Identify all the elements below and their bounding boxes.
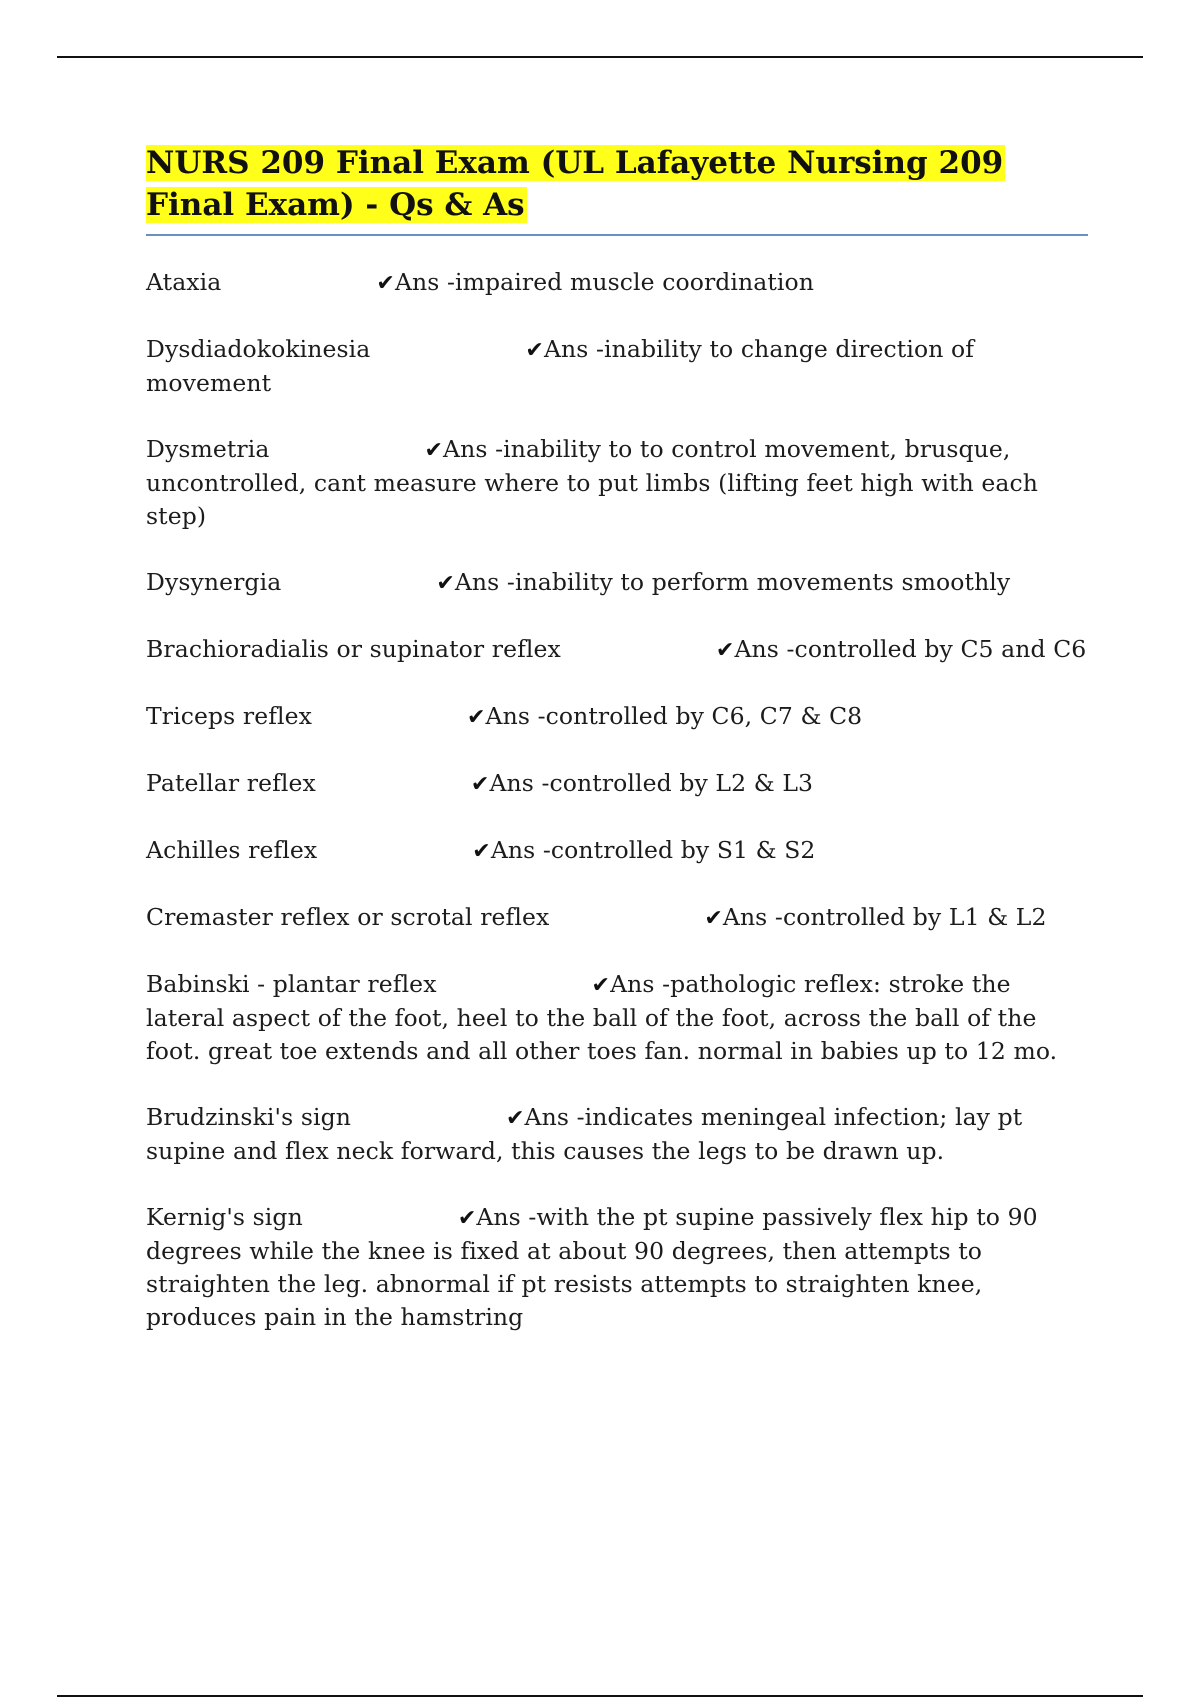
ans-label: Ans: [610, 970, 655, 998]
qa-term: Achilles reflex: [146, 836, 318, 864]
ans-label: Ans: [443, 435, 488, 463]
qa-term: Triceps reflex: [146, 702, 312, 730]
qa-term: Brachioradialis or supinator reflex: [146, 635, 561, 663]
qa-answer: -with the pt supine passively flex hip to 90 degrees while the knee is fixed at about 90 degrees, then attempts to straighten the leg. abnormal if pt resists attempts to straighten knee, produces pain in the hamstring: [146, 1203, 1038, 1331]
qa-term: Cremaster reflex or scrotal reflex: [146, 903, 550, 931]
checkmark-icon: ✔: [470, 772, 490, 797]
document-title: [146, 142, 1088, 226]
qa-item: [146, 767, 1088, 801]
qa-answer: -controlled by L1 & L2: [774, 903, 1047, 931]
ans-label: Ans: [722, 903, 768, 931]
qa-term: Kernig's sign: [146, 1203, 303, 1231]
checkmark-icon: ✔: [457, 1206, 477, 1231]
qa-item: [146, 633, 1088, 667]
qa-item: [146, 266, 1088, 300]
qa-item: [146, 968, 1088, 1068]
checkmark-icon: ✔: [704, 906, 723, 931]
qa-answer: -controlled by L2 & L3: [541, 769, 814, 797]
qa-answer: -inability to change direction of movement: [146, 335, 975, 397]
ans-label: Ans: [394, 268, 440, 296]
ans-label: Ans: [489, 769, 534, 797]
qa-term: Brudzinski's sign: [146, 1103, 351, 1131]
checkmark-icon: ✔: [715, 638, 735, 663]
qa-answer: -controlled by C6, C7 & C8: [537, 702, 863, 730]
ans-label: Ans: [485, 702, 530, 730]
title-underline: [146, 234, 1088, 236]
qa-answer: -inability to to control movement, brusque, uncontrolled, cant measure where to put limbs (lifting feet high with each step): [146, 435, 1039, 530]
qa-item: [146, 433, 1088, 533]
qa-answer: -indicates meningeal infection; lay pt supine and flex neck forward, this causes the legs to be drawn up.: [146, 1103, 1023, 1165]
ans-label: Ans: [454, 568, 500, 596]
title-highlight: NURS 209 Final Exam (UL Lafayette Nursing 209 Final Exam) - Qs & As: [146, 145, 1004, 223]
checkmark-icon: ✔: [466, 705, 486, 730]
qa-answer: -controlled by S1 & S2: [542, 836, 816, 864]
qa-term: Patellar reflex: [146, 769, 316, 797]
qa-answer: -impaired muscle coordination: [447, 268, 815, 296]
qa-item: [146, 566, 1088, 600]
qa-answer: -pathologic reflex: stroke the lateral aspect of the foot, heel to the ball of the foot, across the ball of the foot. great toe extends and all other toes fan. normal in babies up to 12 mo.: [146, 970, 1058, 1065]
ans-label: Ans: [476, 1203, 521, 1231]
qa-item: [146, 834, 1088, 868]
qa-answer: -controlled by C5 and C6: [786, 635, 1087, 663]
ans-label: Ans: [524, 1103, 569, 1131]
qa-list: [146, 266, 1088, 1334]
qa-term: Ataxia: [146, 268, 222, 296]
qa-item: [146, 1201, 1088, 1334]
top-rule: [57, 56, 1143, 58]
checkmark-icon: ✔: [591, 973, 611, 998]
qa-item: [146, 333, 1088, 400]
document-body: [146, 142, 1088, 1367]
qa-term: Dysynergia: [146, 568, 282, 596]
qa-term: Dysmetria: [146, 435, 270, 463]
checkmark-icon: ✔: [424, 438, 444, 463]
checkmark-icon: ✔: [472, 839, 491, 864]
qa-term: Babinski - plantar reflex: [146, 970, 437, 998]
ans-label: Ans: [543, 335, 589, 363]
checkmark-icon: ✔: [436, 571, 455, 596]
ans-label: Ans: [490, 836, 536, 864]
qa-item: [146, 1101, 1088, 1168]
checkmark-icon: ✔: [376, 271, 395, 296]
ans-label: Ans: [734, 635, 779, 663]
qa-item: [146, 700, 1088, 734]
qa-term: Dysdiadokokinesia: [146, 335, 371, 363]
checkmark-icon: ✔: [525, 338, 544, 363]
checkmark-icon: ✔: [505, 1106, 525, 1131]
qa-answer: -inability to perform movements smoothly: [506, 568, 1011, 596]
bottom-rule: [57, 1695, 1143, 1697]
qa-item: [146, 901, 1088, 935]
